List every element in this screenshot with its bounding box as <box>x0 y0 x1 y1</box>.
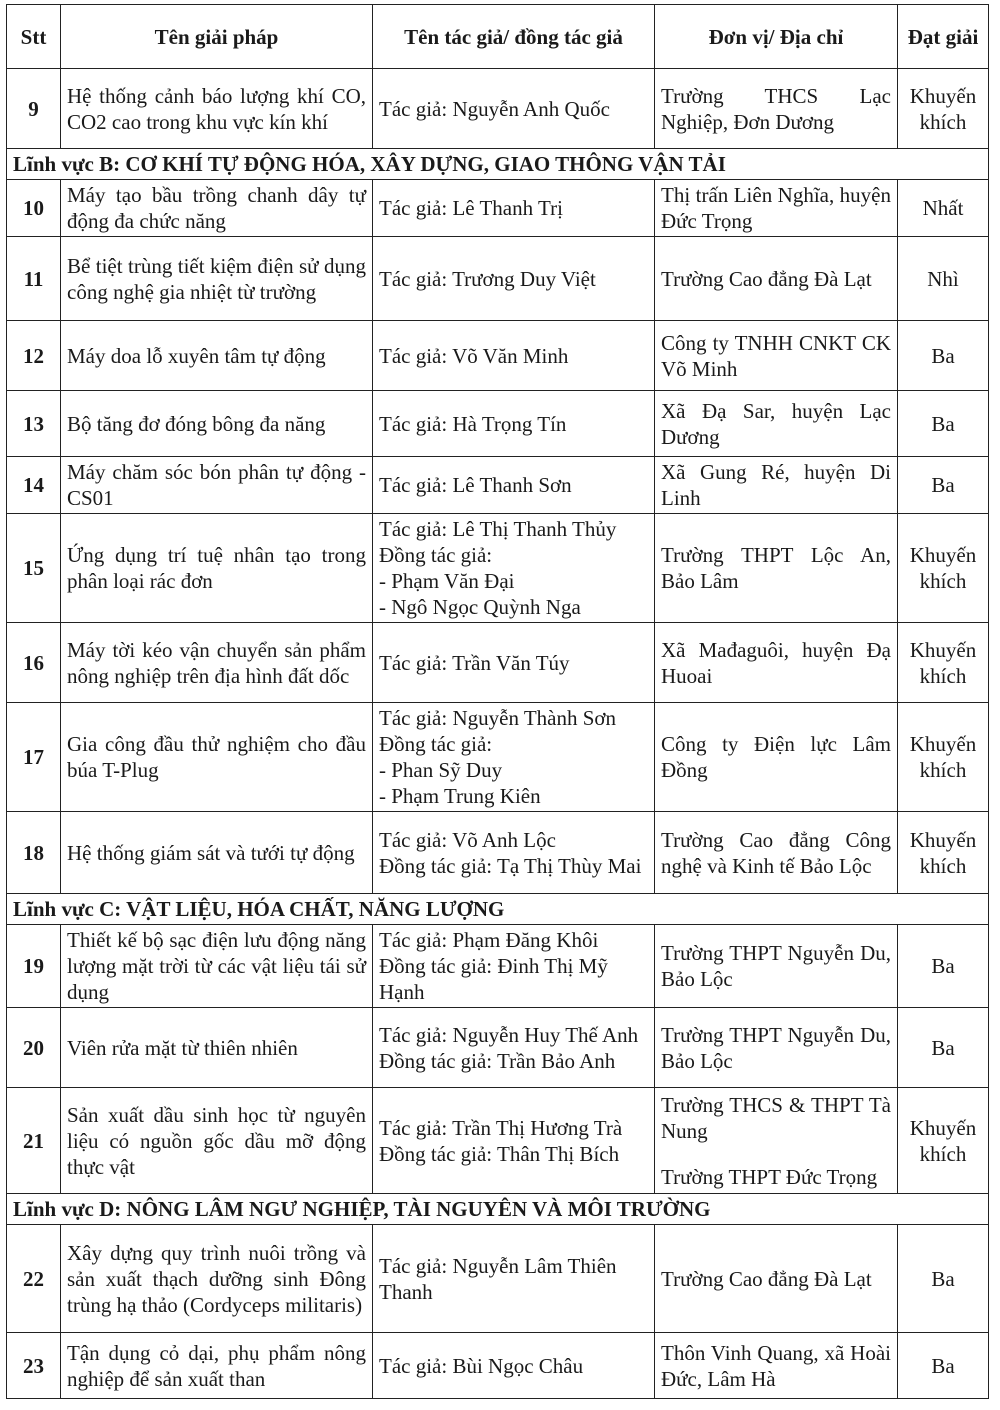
table-row <box>7 180 989 237</box>
row-authors <box>373 69 655 149</box>
row-prize: Ba <box>898 925 989 1008</box>
table-row <box>7 1008 989 1088</box>
row-unit <box>655 1088 898 1194</box>
header-unit: Đơn vị/ Địa chỉ <box>655 5 898 69</box>
row-stt: 9 <box>7 69 61 149</box>
row-stt: 21 <box>7 1088 61 1194</box>
table-row <box>7 925 989 1008</box>
co-author-label: Đồng tác giả: <box>379 732 493 756</box>
row-solution: Bể tiệt trùng tiết kiệm điện sử dụng công nghệ gia nhiệt từ trường <box>61 237 373 321</box>
row-stt: 11 <box>7 237 61 321</box>
awards-table <box>6 4 989 1399</box>
row-stt: 10 <box>7 180 61 237</box>
table-row <box>7 1088 989 1194</box>
author-line: Tác giả: Võ Văn Minh <box>379 343 569 368</box>
row-authors <box>373 180 655 237</box>
row-prize: Khuyến khích <box>898 69 989 149</box>
row-prize: Khuyến khích <box>898 1088 989 1194</box>
row-prize: Khuyến khích <box>898 703 989 812</box>
row-stt: 13 <box>7 391 61 457</box>
row-stt: 20 <box>7 1008 61 1088</box>
row-solution: Máy doa lỗ xuyên tâm tự động <box>61 321 373 391</box>
row-authors <box>373 1008 655 1088</box>
row-authors <box>373 321 655 391</box>
row-prize: Khuyến khích <box>898 623 989 703</box>
row-authors <box>373 237 655 321</box>
row-prize: Ba <box>898 1333 989 1399</box>
table-row <box>7 457 989 514</box>
table-row <box>7 237 989 321</box>
co-author-line: - Phan Sỹ Duy <box>379 758 503 782</box>
row-unit: Công ty TNHH CNKT CK Võ Minh <box>655 321 898 391</box>
co-author-label: Đồng tác giả: <box>379 543 493 567</box>
row-stt: 14 <box>7 457 61 514</box>
row-solution: Viên rửa mặt từ thiên nhiên <box>61 1008 373 1088</box>
row-solution: Xây dựng quy trình nuôi trồng và sản xuất thạch dưỡng sinh Đông trùng hạ thảo (Cordyceps militaris) <box>61 1225 373 1333</box>
author-line: Tác giả: Lê Thị Thanh Thủy <box>379 517 617 541</box>
row-stt: 23 <box>7 1333 61 1399</box>
row-stt: 19 <box>7 925 61 1008</box>
unit-spacer <box>661 1144 891 1164</box>
row-solution: Hệ thống giám sát và tưới tự động <box>61 812 373 894</box>
row-prize: Khuyến khích <box>898 514 989 623</box>
row-stt: 15 <box>7 514 61 623</box>
unit-line: Trường THPT Đức Trọng <box>661 1164 878 1189</box>
row-prize: Khuyến khích <box>898 812 989 894</box>
row-authors <box>373 623 655 703</box>
row-unit: Xã Đạ Sar, huyện Lạc Dương <box>655 391 898 457</box>
row-authors <box>373 1333 655 1399</box>
row-unit: Thôn Vinh Quang, xã Hoài Đức, Lâm Hà <box>655 1333 898 1399</box>
row-unit: Trường THPT Nguyễn Du, Bảo Lộc <box>655 1008 898 1088</box>
header-row <box>7 5 989 69</box>
table-row <box>7 321 989 391</box>
author-line: Tác giả: Bùi Ngọc Châu <box>379 1353 584 1378</box>
co-author-line: Đồng tác giả: Đinh Thị Mỹ Hạnh <box>379 954 608 1004</box>
row-unit: Trường THPT Nguyễn Du, Bảo Lộc <box>655 925 898 1008</box>
author-line: Tác giả: Nguyễn Huy Thế Anh <box>379 1022 639 1047</box>
row-prize: Ba <box>898 1225 989 1333</box>
section-title: Lĩnh vực D: NÔNG LÂM NGƯ NGHIỆP, TÀI NGUYÊN VÀ MÔI TRƯỜNG <box>7 1194 989 1225</box>
header-prize: Đạt giải <box>898 5 989 69</box>
row-solution: Máy chăm sóc bón phân tự động - CS01 <box>61 457 373 514</box>
table-row <box>7 623 989 703</box>
row-authors <box>373 703 655 812</box>
section-title: Lĩnh vực B: CƠ KHÍ TỰ ĐỘNG HÓA, XÂY DỰNG, GIAO THÔNG VẬN TẢI <box>7 149 989 180</box>
row-solution: Tận dụng cỏ dại, phụ phẩm nông nghiệp để sản xuất than <box>61 1333 373 1399</box>
row-authors <box>373 1225 655 1333</box>
row-prize: Ba <box>898 321 989 391</box>
author-line: Tác giả: Phạm Đăng Khôi <box>379 928 599 952</box>
table-row <box>7 391 989 457</box>
row-unit: Trường THPT Lộc An, Bảo Lâm <box>655 514 898 623</box>
row-authors <box>373 812 655 894</box>
table-row <box>7 69 989 149</box>
unit-line: Trường THCS & THPT Tà Nung <box>661 1092 891 1143</box>
row-unit: Xã Gung Ré, huyện Di Linh <box>655 457 898 514</box>
author-line: Tác giả: Hà Trọng Tín <box>379 411 567 436</box>
row-unit: Công ty Điện lực Lâm Đồng <box>655 703 898 812</box>
row-stt: 22 <box>7 1225 61 1333</box>
co-author-line: Đồng tác giả: Thân Thị Bích <box>379 1141 620 1166</box>
author-line: Tác giả: Nguyễn Lâm Thiên Thanh <box>379 1253 617 1304</box>
co-author-line: - Phạm Trung Kiên <box>379 784 541 808</box>
author-line: Tác giả: Lê Thanh Sơn <box>379 473 572 497</box>
row-unit: Thị trấn Liên Nghĩa, huyện Đức Trọng <box>655 180 898 237</box>
table-row <box>7 1225 989 1333</box>
co-author-line: - Phạm Văn Đại <box>379 569 515 593</box>
row-solution: Máy tời kéo vận chuyển sản phẩm nông nghiệp trên địa hình đất dốc <box>61 623 373 703</box>
section-row-b <box>7 149 989 180</box>
co-author-line: Đồng tác giả: Trần Bảo Anh <box>379 1048 616 1073</box>
author-line: Tác giả: Lê Thanh Trị <box>379 196 563 220</box>
row-authors <box>373 391 655 457</box>
row-unit: Trường Cao đẳng Đà Lạt <box>655 1225 898 1333</box>
row-solution: Bộ tăng đơ đóng bông đa năng <box>61 391 373 457</box>
row-stt: 18 <box>7 812 61 894</box>
row-authors <box>373 925 655 1008</box>
row-unit: Trường THCS Lạc Nghiệp, Đơn Dương <box>655 69 898 149</box>
author-line: Tác giả: Trần Văn Túy <box>379 650 570 675</box>
author-line: Tác giả: Trương Duy Việt <box>379 266 596 291</box>
table-row <box>7 812 989 894</box>
author-line: Tác giả: Võ Anh Lộc <box>379 827 556 852</box>
section-title: Lĩnh vực C: VẬT LIỆU, HÓA CHẤT, NĂNG LƯỢNG <box>7 894 989 925</box>
row-prize: Ba <box>898 391 989 457</box>
section-row-d <box>7 1194 989 1225</box>
row-solution: Thiết kế bộ sạc điện lưu động năng lượng mặt trời từ các vật liệu tái sử dụng <box>61 925 373 1008</box>
row-stt: 12 <box>7 321 61 391</box>
table-row <box>7 703 989 812</box>
author-line: Tác giả: Nguyễn Thành Sơn <box>379 706 616 730</box>
row-unit: Xã Mađaguôi, huyện Đạ Huoai <box>655 623 898 703</box>
row-unit: Trường Cao đẳng Đà Lạt <box>655 237 898 321</box>
row-prize: Nhì <box>898 237 989 321</box>
row-unit: Trường Cao đẳng Công nghệ và Kinh tế Bảo Lộc <box>655 812 898 894</box>
header-author: Tên tác giả/ đồng tác giả <box>373 5 655 69</box>
header-stt: Stt <box>7 5 61 69</box>
row-solution: Ứng dụng trí tuệ nhân tạo trong phân loại rác đơn <box>61 514 373 623</box>
row-stt: 16 <box>7 623 61 703</box>
co-author-line: Đồng tác giả: Tạ Thị Thùy Mai <box>379 853 642 878</box>
author-line: Tác giả: Trần Thị Hương Trà <box>379 1115 623 1140</box>
row-prize: Ba <box>898 457 989 514</box>
row-solution: Máy tạo bầu trồng chanh dây tự động đa chức năng <box>61 180 373 237</box>
row-prize: Ba <box>898 1008 989 1088</box>
row-prize: Nhất <box>898 180 989 237</box>
row-stt: 17 <box>7 703 61 812</box>
section-row-c <box>7 894 989 925</box>
row-solution: Gia công đầu thử nghiệm cho đầu búa T-Plug <box>61 703 373 812</box>
row-solution: Sản xuất dầu sinh học từ nguyên liệu có nguồn gốc dầu mỡ động thực vật <box>61 1088 373 1194</box>
table-row <box>7 514 989 623</box>
row-authors <box>373 1088 655 1194</box>
header-solution: Tên giải pháp <box>61 5 373 69</box>
row-authors <box>373 514 655 623</box>
row-authors <box>373 457 655 514</box>
author-line: Tác giả: Nguyễn Anh Quốc <box>379 96 610 121</box>
table-row <box>7 1333 989 1399</box>
co-author-line: - Ngô Ngọc Quỳnh Nga <box>379 595 581 619</box>
row-solution: Hệ thống cảnh báo lượng khí CO, CO2 cao trong khu vực kín khí <box>61 69 373 149</box>
